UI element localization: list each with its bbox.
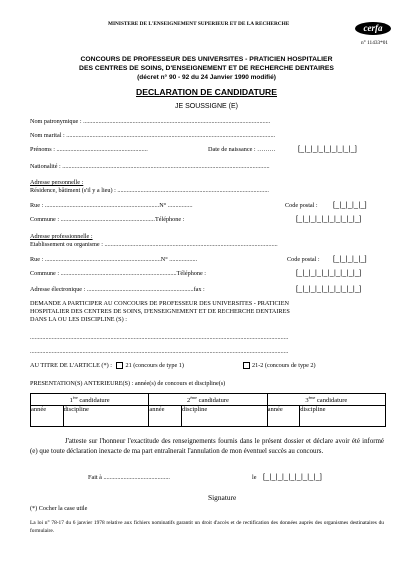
title-line-1: CONCOURS DE PROFESSEUR DES UNIVERSITES - PRATICIEN HOSPITALIER	[80, 56, 333, 63]
field-adresse-electronique[interactable]: Adresse électronique : .....................................................................fax :	[30, 286, 205, 293]
field-commune-pro[interactable]: Commune : ...........................................................................Téléphone :	[30, 270, 206, 277]
date-naissance-boxes[interactable]: [_|_|_|_|_|_|_|_|_]	[298, 146, 358, 153]
main-title: DECLARATION DE CANDIDATURE	[136, 87, 277, 97]
code-postal-label-perso: Code postal :	[285, 202, 318, 209]
presentations-table	[30, 393, 386, 427]
attestation-paragraph: J'atteste sur l'honneur l'exactitude des renseignements fournis dans le présent dossier et déclare avoir été informé (e) que toute déclaration inexacte de ma part entraînerait l'annulation de mon éventuel succès au concours.	[30, 438, 384, 455]
option-21-2-label: 21-2 (concours de type 2)	[252, 362, 316, 369]
field-rue-pro[interactable]: Rue : ...........................................................................N° ..................	[30, 256, 198, 263]
discipline-dots-2[interactable]: .......................................................................................................................................................................	[30, 348, 289, 355]
field-rue-perso[interactable]: Rue : ..........................................................................N° ................	[30, 202, 193, 209]
footnote: (*) Cocher la case utile	[30, 505, 88, 512]
field-nationalite[interactable]: Nationalité : ......................................................................................................................................	[30, 163, 270, 170]
field-nom-patronymique[interactable]: Nom patronymique : .........................................................................................................................	[30, 118, 271, 125]
discipline-cell-1[interactable]: discipline	[63, 406, 149, 427]
discipline-dots-1[interactable]: .......................................................................................................................................................................	[30, 334, 289, 341]
checkbox-article-21[interactable]	[116, 362, 123, 369]
candidature-3-header: 3ème candidature	[267, 394, 385, 406]
field-prenoms[interactable]: Prénoms : ...........................................................	[30, 146, 148, 153]
annee-cell-3[interactable]: année	[267, 406, 300, 427]
candidature-2-header: 2ème candidature	[149, 394, 267, 406]
le-label: le	[252, 474, 257, 481]
form-number: n° 11433*01	[361, 40, 389, 46]
code-postal-boxes-pro[interactable]: [_|_|_|_|_]	[333, 256, 367, 263]
annee-cell-1[interactable]: année	[31, 406, 64, 427]
telephone-boxes-pro[interactable]: [_|_|_|_|_|_|_|_|_|_]	[296, 270, 362, 277]
field-nom-marital[interactable]: Nom marital : .......................................................................................................................................	[30, 132, 276, 139]
discipline-cell-2[interactable]: discipline	[181, 406, 267, 427]
demande-line-2: HOSPITALIER DES CENTRES DE SOINS, D'ENSEIGNEMENT ET DE RECHERCHE DENTAIRES	[30, 308, 290, 315]
cerfa-logo: cerfa	[355, 22, 391, 35]
field-residence[interactable]: Résidence, bâtiment (s'il y a lieu) : ..................................................................................................	[30, 187, 269, 194]
checkbox-article-21-2[interactable]	[243, 362, 250, 369]
fait-a-field[interactable]: Fait à ...........................................	[88, 474, 170, 481]
signature-label: Signature	[208, 493, 237, 502]
code-postal-label-pro: Code postal :	[287, 256, 320, 263]
telephone-boxes-perso[interactable]: [_|_|_|_|_|_|_|_|_|_]	[296, 216, 362, 223]
candidature-1-header: 1ère candidature	[31, 394, 149, 406]
adresse-professionnelle-heading: Adresse professionnelle :	[30, 233, 93, 240]
demande-line-1: DEMANDE A PARTICIPER AU CONCOURS DE PROFESSEUR DES UNIVERSITES - PRATICIEN	[30, 300, 289, 307]
article-row	[30, 362, 184, 370]
annee-cell-2[interactable]: année	[149, 406, 182, 427]
field-commune-perso[interactable]: Commune : .............................................................Téléphone :	[30, 216, 185, 223]
discipline-cell-3[interactable]: discipline	[300, 406, 386, 427]
legal-notice: La loi n° 78-17 du 6 janvier 1978 relative aux fichiers nominatifs garantit un droit d'accès et de rectification des données auprès des organismes destinataires du formulaire.	[30, 520, 384, 534]
ministry-header: MINISTERE DE L'ENSEIGNEMENT SUPERIEUR ET DE LA RECHERCHE	[108, 21, 290, 27]
fait-date-boxes[interactable]: [_|_|_|_|_|_|_|_|_]	[263, 474, 323, 481]
je-soussigne: JE SOUSSIGNE (E)	[174, 103, 238, 110]
code-postal-boxes-perso[interactable]: [_|_|_|_|_]	[333, 202, 367, 209]
article-label: AU TITRE DE L'ARTICLE (*) :	[30, 362, 112, 369]
option-21-label: 21 (concours de type 1)	[125, 362, 184, 369]
fax-boxes[interactable]: [_|_|_|_|_|_|_|_|_|_]	[296, 286, 362, 293]
article-option-2	[240, 362, 316, 370]
date-naissance-label: Date de naissance : ………	[208, 146, 276, 153]
title-decree: (décret n° 90 - 92 du 24 Janvier 1990 modifié)	[137, 74, 276, 81]
adresse-personnelle-heading: Adresse personnelle :	[30, 179, 84, 186]
presentations-heading: PRESENTATION(S) ANTERIEURE(S) : année(s) de concours et discipline(s)	[30, 380, 226, 387]
title-line-2: DES CENTRES DE SOINS, D'ENSEIGNEMENT ET DE RECHERCHE DENTAIRES	[79, 65, 334, 72]
demande-line-3: DANS LA OU LES DISCIPLINE (S) :	[30, 316, 127, 323]
field-etablissement[interactable]: Etablissement ou organisme : ................................................................................................................	[30, 241, 278, 248]
